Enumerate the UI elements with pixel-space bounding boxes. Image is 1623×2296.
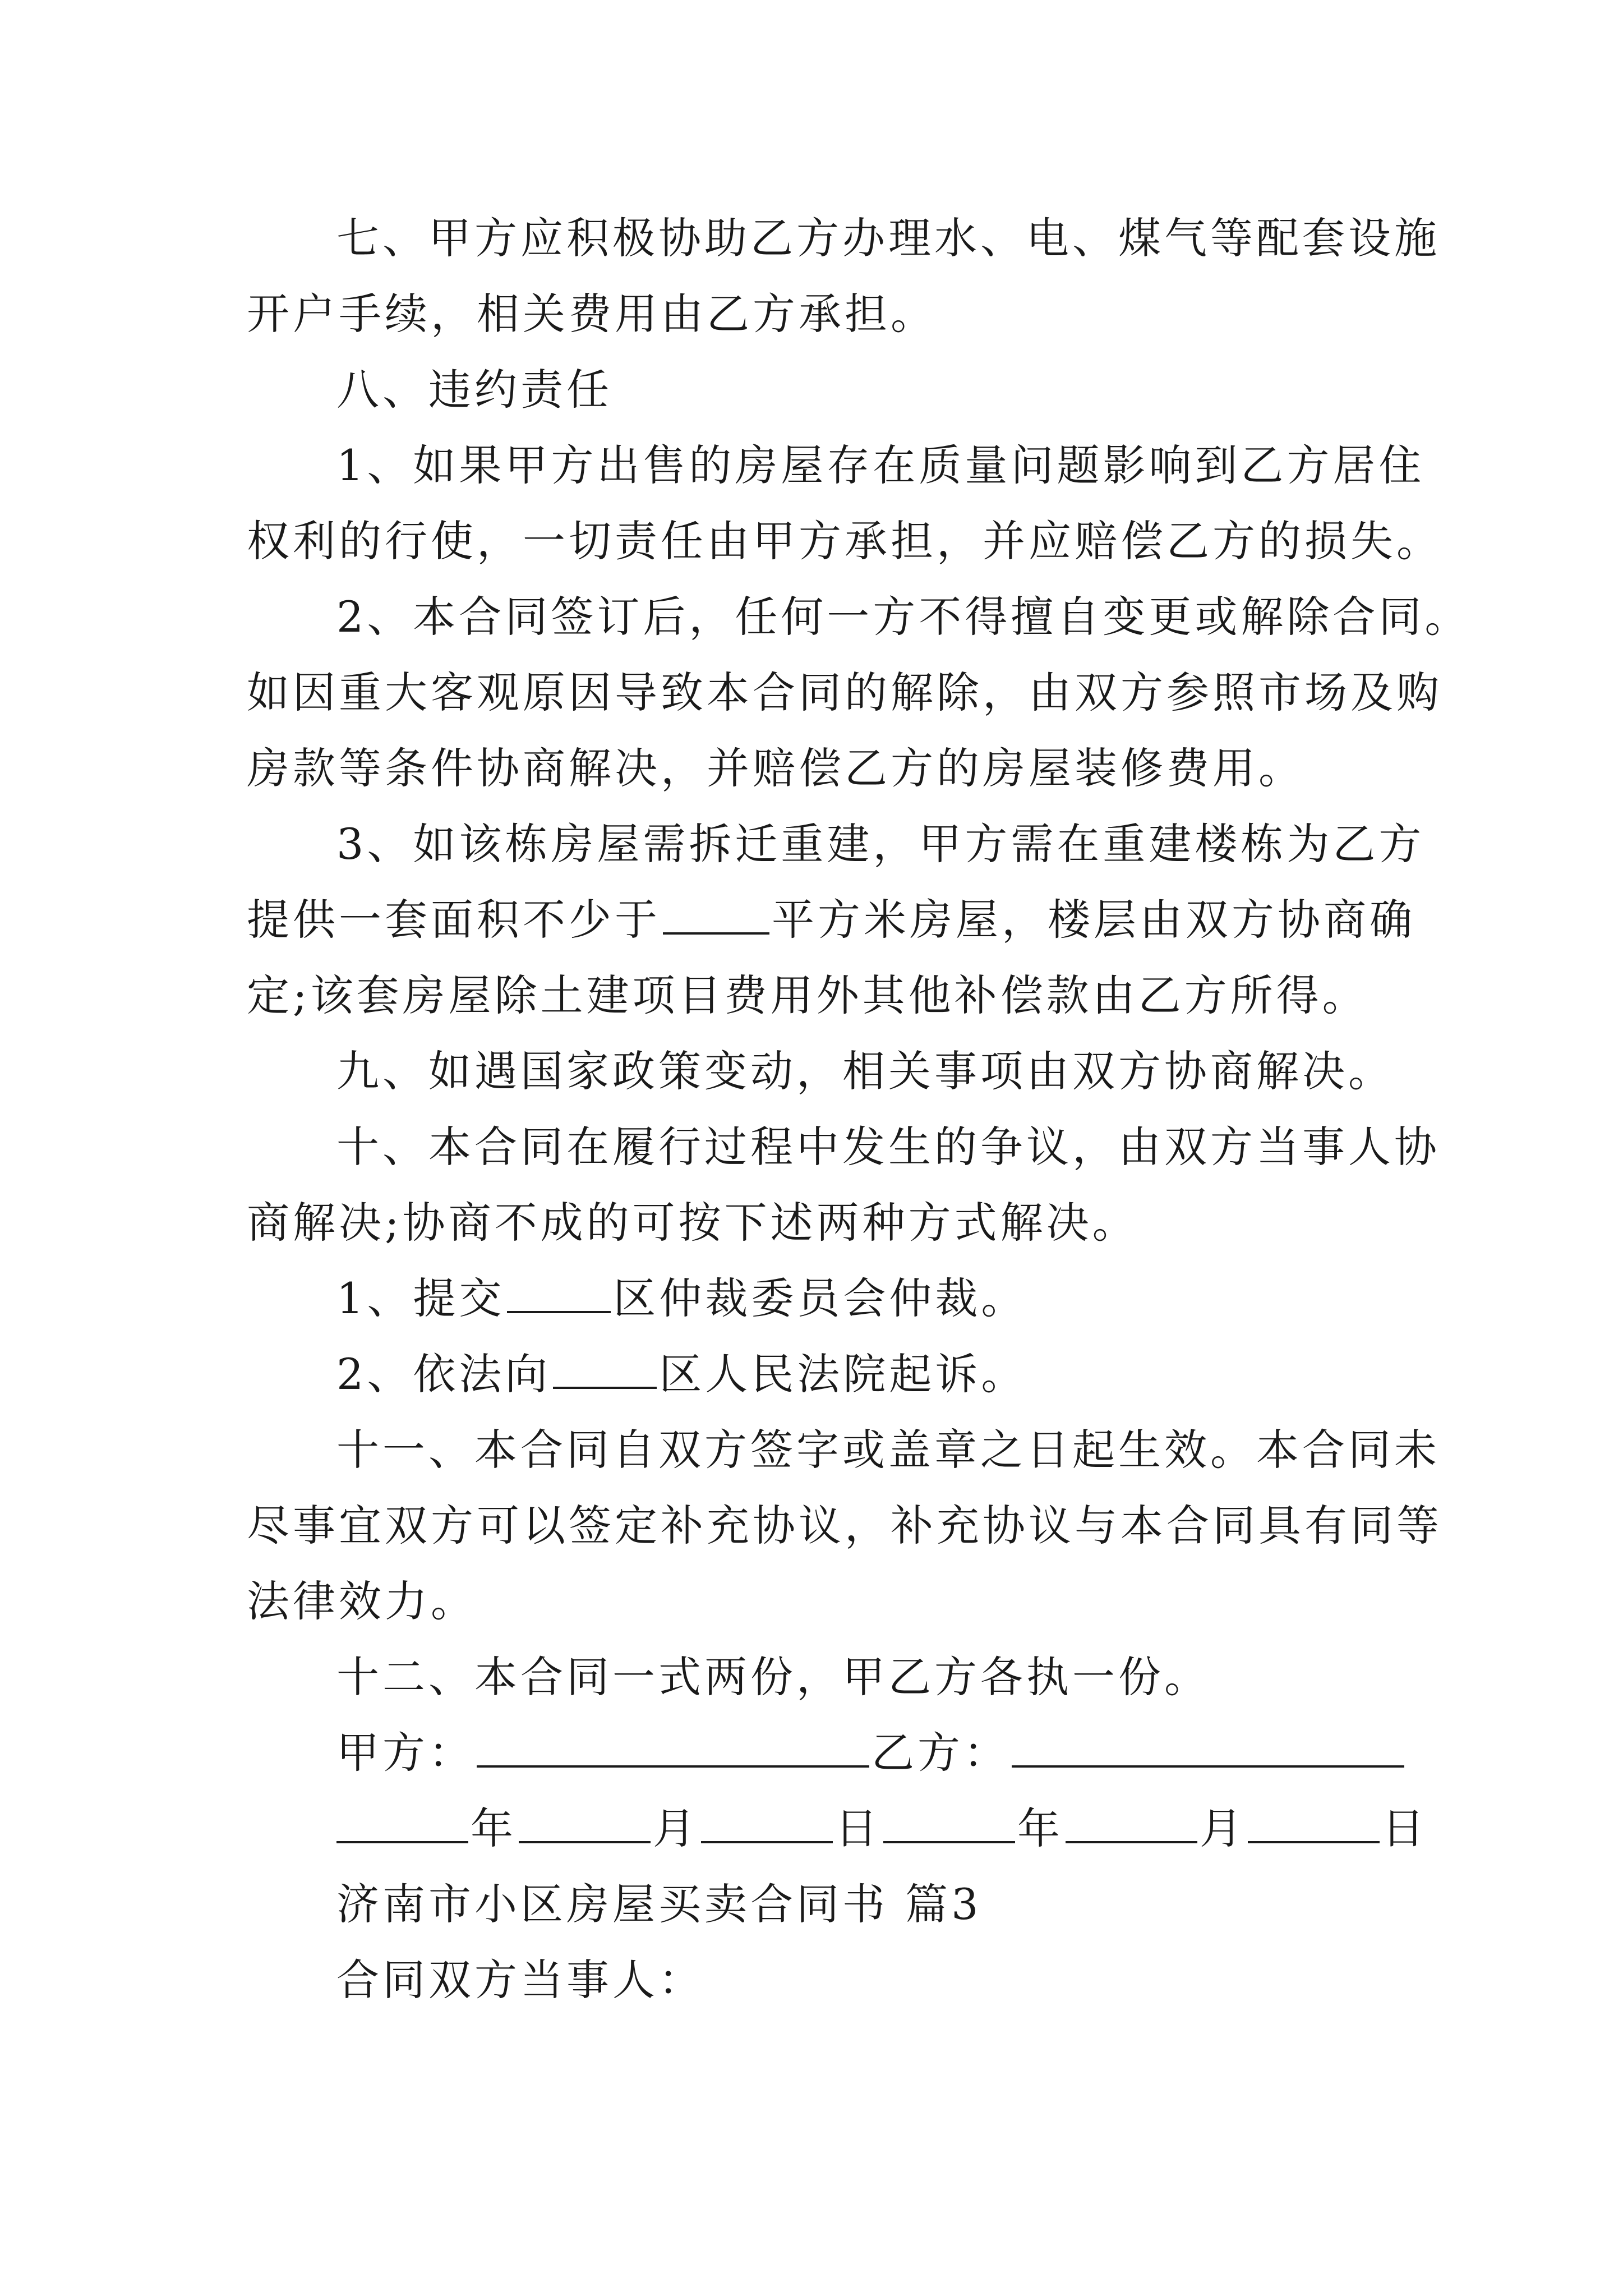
party-b-day-blank[interactable] <box>1248 1802 1380 1843</box>
paragraph-12: 十二、本合同一式两份，甲乙方各执一份。 <box>336 1652 1210 1702</box>
paragraph-11-line-3: 法律效力。 <box>247 1576 477 1626</box>
signature-row <box>336 1725 1385 1781</box>
paragraph-10-line-1: 十、本合同在履行过程中发生的争议，由双方当事人协 <box>336 1122 1440 1172</box>
option-1-before: 1、提交 <box>336 1273 505 1323</box>
clause-8-2-line-3: 房款等条件协商解决，并赔偿乙方的房屋装修费用。 <box>247 743 1304 793</box>
contract-parties-line: 合同双方当事人： <box>336 1955 704 2005</box>
party-b-month-blank[interactable] <box>1066 1802 1197 1843</box>
paragraph-11-line-1: 十一、本合同自双方签字或盖章之日起生效。本合同未 <box>336 1425 1440 1475</box>
court-district-blank[interactable] <box>553 1347 657 1389</box>
paragraph-9: 九、如遇国家政策变动，相关事项由双方协商解决。 <box>336 1046 1394 1096</box>
clause-8-3-line-2 <box>247 892 1415 948</box>
option-2-after: 区人民法院起诉。 <box>659 1349 1027 1399</box>
clause-8-2-line-2: 如因重大客观原因导致本合同的解除，由双方参照市场及购 <box>247 668 1442 717</box>
paragraph-7-line-1: 七、甲方应积极协助乙方办理水、电、煤气等配套设施 <box>336 213 1440 263</box>
party-b-label: 乙方： <box>872 1728 1009 1778</box>
paragraph-11-line-2: 尽事宜双方可以签定补充协议，补充协议与本合同具有同等 <box>247 1501 1442 1550</box>
party-a-day-blank[interactable] <box>701 1802 833 1843</box>
day-label: 日 <box>835 1803 881 1853</box>
party-a-month-blank[interactable] <box>519 1802 651 1843</box>
month-label-2: 月 <box>1200 1803 1246 1853</box>
party-b-year-blank[interactable] <box>883 1802 1015 1843</box>
area-blank[interactable] <box>663 893 769 935</box>
year-label-2: 年 <box>1017 1803 1063 1853</box>
option-1 <box>336 1271 1385 1327</box>
month-label: 月 <box>653 1803 699 1853</box>
paragraph-7-line-2: 开户手续，相关费用由乙方承担。 <box>247 289 937 339</box>
clause-8-3-text-after: 平方米房屋，楼层由双方协商确 <box>772 895 1415 945</box>
day-label-2: 日 <box>1382 1803 1428 1853</box>
party-a-label: 甲方： <box>336 1728 474 1778</box>
paragraph-10-line-2: 商解决;协商不成的可按下述两种方式解决。 <box>247 1198 1138 1248</box>
section-title: 济南市小区房屋买卖合同书 篇3 <box>336 1879 982 1929</box>
party-b-signature-blank[interactable] <box>1012 1726 1404 1768</box>
option-1-after: 区仲裁委员会仲裁。 <box>613 1273 1027 1323</box>
clause-8-3-line-3: 定;该套房屋除土建项目费用外其他补偿款由乙方所得。 <box>247 970 1368 1020</box>
party-a-signature-blank[interactable] <box>477 1726 869 1768</box>
clause-8-2-line-1: 2、本合同签订后，任何一方不得擅自变更或解除合同。 <box>336 592 1471 642</box>
option-2 <box>336 1346 1385 1402</box>
section-8-heading: 八、违约责任 <box>336 365 612 415</box>
year-label: 年 <box>471 1803 517 1853</box>
clause-8-3-line-1: 3、如该栋房屋需拆迁重建，甲方需在重建楼栋为乙方 <box>336 819 1425 869</box>
arbitration-district-blank[interactable] <box>507 1272 611 1313</box>
clause-8-1-line-2: 权利的行使，一切责任由甲方承担，并应赔偿乙方的损失。 <box>247 516 1442 566</box>
clause-8-3-text-before: 提供一套面积不少于 <box>247 895 661 945</box>
date-row <box>336 1801 1428 1857</box>
party-a-year-blank[interactable] <box>336 1802 468 1843</box>
option-2-before: 2、依法向 <box>336 1349 551 1399</box>
clause-8-1-line-1: 1、如果甲方出售的房屋存在质量问题影响到乙方居住 <box>336 440 1425 490</box>
